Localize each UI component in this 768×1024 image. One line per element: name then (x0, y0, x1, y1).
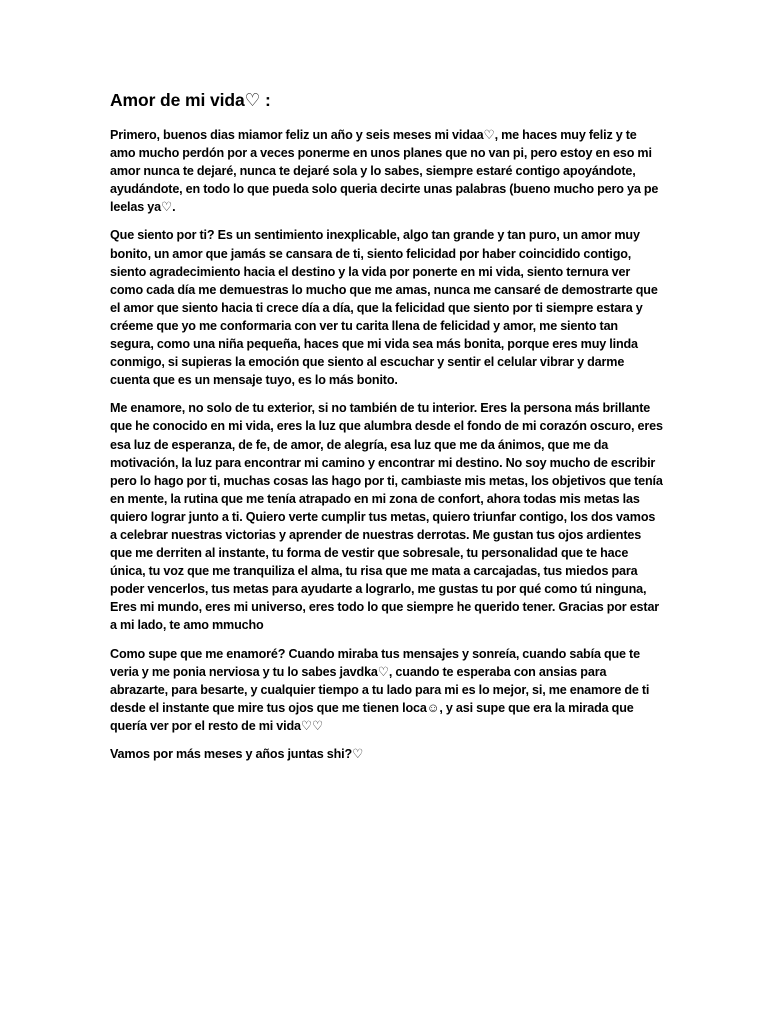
paragraph-5: Vamos por más meses y años juntas shi?♡ (110, 747, 364, 761)
paragraph-2: Que siento por ti? Es un sentimiento inexplicable, algo tan grande y tan puro, un amor muy bonito, un amor que jamás se cansara de ti, siento felicidad por haber coincidido contigo, siento agradecimiento hacia el destino y la vida por ponerte en mi vida, siento ternura ver como cada día me demuestras lo mucho que me amas, nunca me cansaré de demostrarte que el amor que siento hacia ti crece día a día, que la felicidad que siento por ti siempre estara y créeme que yo me conformaria con ver tu carita llena de felicidad y amor, me siento tan segura, como una niña pequeña, haces que mi vida sea más bonita, porque eres muy linda conmigo, si supieras la emoción que siento al escuchar y sentir el celular vibrar y darme cuenta que es un mensaje tuyo, es lo más bonito. (110, 228, 658, 388)
paragraph-4: Como supe que me enamoré? Cuando miraba tus mensajes y sonreía, cuando sabía que te veria y me ponia nerviosa y tu lo sabes javdka♡, cuando te esperaba con ansias para abrazarte, para besarte, y cualquier tiempo a tu lado para mi es lo mejor, si, me enamore de ti desde el instante que mire tus ojos que me tienen loca☺, y asi supe que era la mirada que quería ver por el resto de mi vida♡♡ (110, 646, 650, 733)
paragraph-3: Me enamore, no solo de tu exterior, si no también de tu interior. Eres la persona más brillante que he conocido en mi vida, eres la luz que alumbra desde el fondo de mi corazón oscuro, eres esa luz de esperanza, de fe, de amor, de alegría, esa luz que me da ánimos, que me da motivación, la luz para encontrar mi camino y encontrar mi destino. No soy mucho de escribir pero lo hago por ti, muchas cosas las hago por ti, cambiaste mis metas, los objetivos que tenía en mente, la rutina que me tenía atrapado en mi zona de confort, ahora todas mis metas las quiero lograr junto a ti. Quiero verte cumplir tus metas, quiero triunfar contigo, los dos vamos a celebrar nuestras victorias y aprender de nuestras derrotas. Me gustan tus ojos ardientes que me derriten al instante, tu forma de vestir que sobresale, tu personalidad que te hace única, tu voz que me tranquiliza el alma, tu risa que me mata a carcajadas, tus miedos para poder vencerlos, tus metas para ayudarte a lograrlo, me gustas tu por qué como tú ninguna, Eres mi mundo, eres mi universo, eres todo lo que siempre he querido tener. Gracias por estar a mi lado, te amo mmucho (110, 401, 663, 633)
paragraph-1: Primero, buenos dias miamor feliz un año y seis meses mi vidaa♡, me haces muy feliz y te amo mucho perdón por a veces ponerme en unos planes que no van pi, pero estoy en eso mi amor nunca te dejaré, nunca te dejaré sola y lo sabes, siempre estaré contigo apoyándote, ayudándote, en todo lo que pueda solo queria decirte unas palabras (bueno mucho pero ya pe leelas ya♡. (110, 128, 659, 215)
document-title: Amor de mi vida♡ : (110, 90, 271, 110)
